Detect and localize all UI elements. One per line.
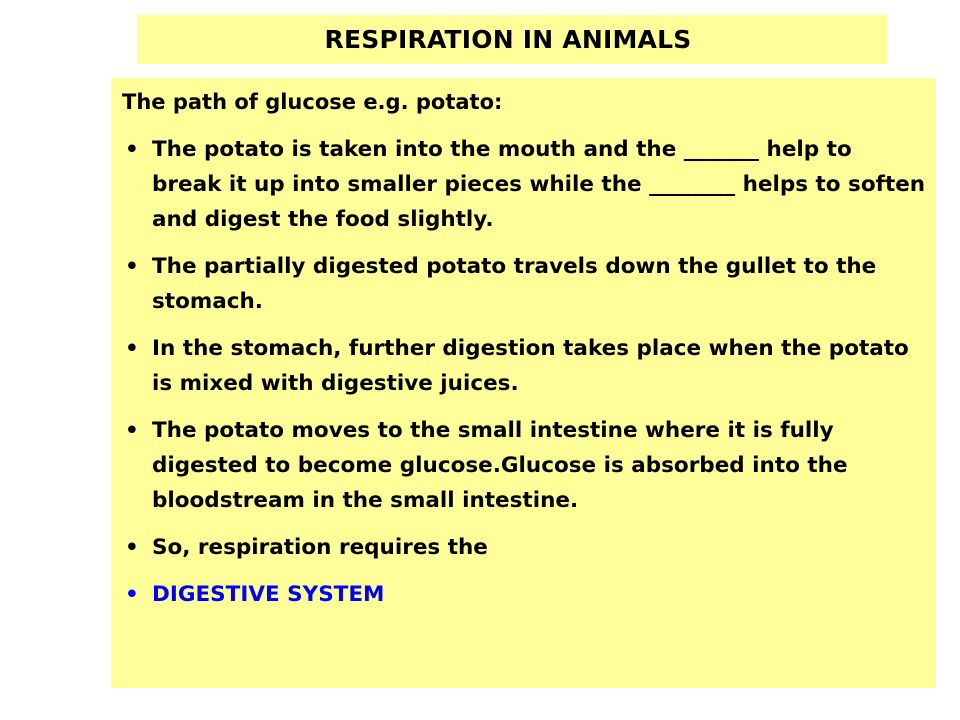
bullet-marker: • <box>125 254 139 279</box>
bullet-text: In the stomach, further digestion takes place when the potato is mixed with digestive juices. <box>152 336 909 396</box>
bullet-item-mouth <box>111 132 936 237</box>
bullet-text: The potato moves to the small intestine where it is fully digested to become glucose.Glucose is absorbed into the bloodstream in the small intestine. <box>152 418 848 513</box>
bullet-text: So, respiration requires the <box>152 535 488 560</box>
bullet-marker: • <box>125 418 139 443</box>
bullet-item-digestive-system <box>111 577 936 612</box>
bullet-item-stomach <box>111 331 936 401</box>
bullet-marker: • <box>125 582 139 607</box>
bullet-item-requires <box>111 530 936 565</box>
content-panel <box>111 78 936 688</box>
bullet-marker: • <box>125 535 139 560</box>
bullet-text: The potato is taken into the mouth and the _______ help to break it up into smaller pieces while the ________ helps to soften and digest the food slightly. <box>152 137 926 232</box>
bullet-marker: • <box>125 137 139 162</box>
bullet-item-small-intestine <box>111 413 936 518</box>
intro-text: The path of glucose e.g. potato: <box>122 90 503 114</box>
bullet-marker: • <box>125 336 139 361</box>
bullet-list <box>111 132 936 624</box>
title-banner <box>137 15 887 64</box>
bullet-text: DIGESTIVE SYSTEM <box>152 582 385 607</box>
bullet-text: The partially digested potato travels down the gullet to the stomach. <box>152 254 877 314</box>
bullet-item-gullet <box>111 249 936 319</box>
slide-title: RESPIRATION IN ANIMALS <box>324 25 692 54</box>
